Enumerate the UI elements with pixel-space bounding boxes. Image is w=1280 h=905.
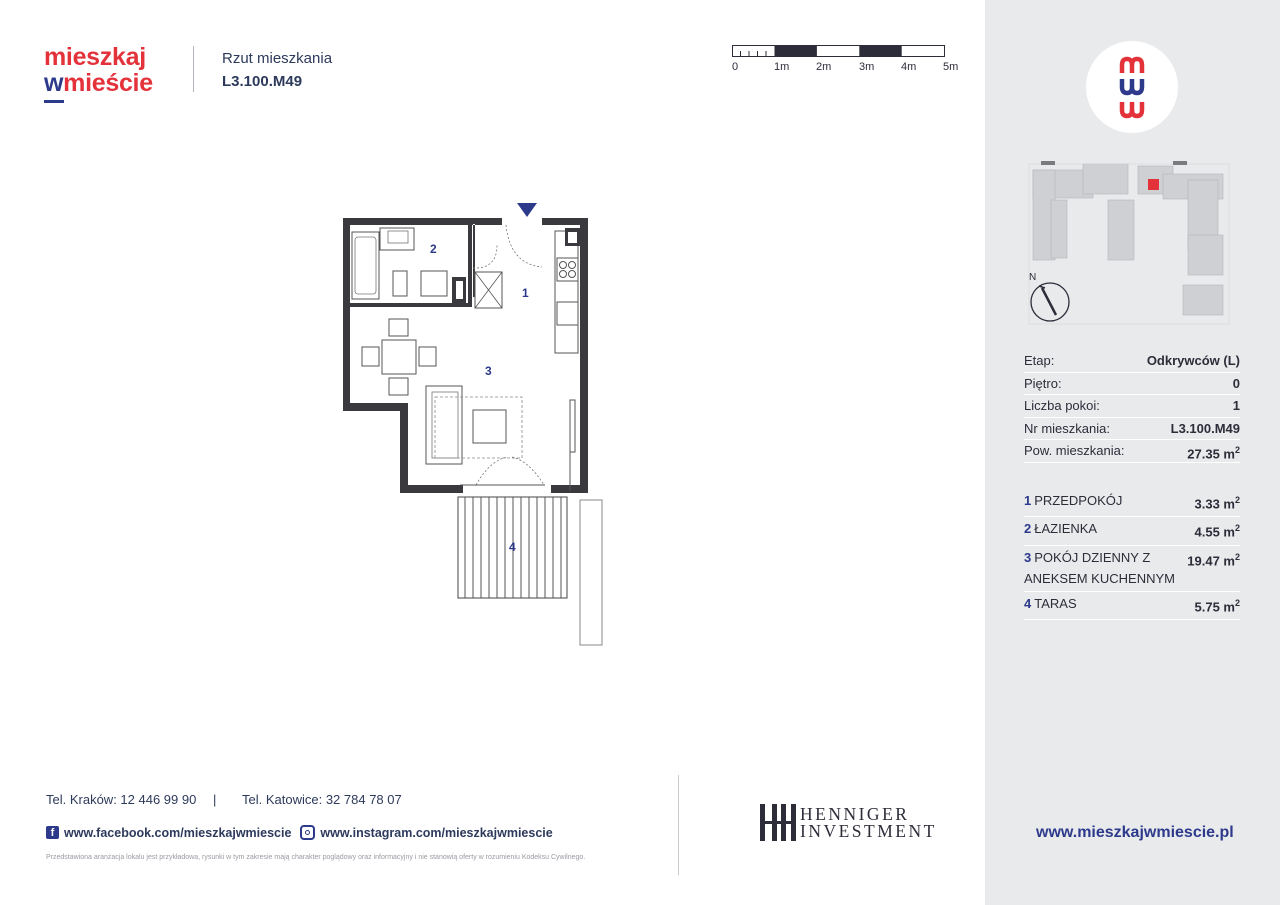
scale-label: 0 — [732, 61, 739, 73]
footer-divider — [678, 775, 679, 875]
room-number-4: 4 — [509, 540, 516, 554]
scale-label: 3m — [859, 61, 875, 73]
side-logo — [1086, 41, 1178, 133]
facebook-icon: f — [46, 826, 59, 839]
terrace-railing — [580, 500, 602, 645]
brand-line1: mieszkaj — [44, 43, 146, 71]
bathroom-door-swing — [473, 245, 497, 268]
instagram-icon — [300, 825, 315, 840]
facebook-link[interactable]: www.facebook.com/mieszkajwmiescie — [64, 825, 292, 840]
detail-row: Liczba pokoi: 1 — [1024, 395, 1240, 418]
chair — [389, 319, 408, 336]
apartment-id: L3.100.M49 — [222, 73, 303, 90]
entrance-marker — [517, 203, 537, 217]
mwm-logo-icon — [1086, 41, 1178, 133]
room-row: 3 POKÓJ DZIENNY Z ANEKSEM KUCHENNYM 19.47 $m^2$ — [1024, 546, 1240, 592]
phone-krakow[interactable]: Tel. Kraków: 12 446 99 90 — [46, 792, 197, 807]
toilet — [393, 271, 407, 296]
bathroom-partition — [350, 303, 472, 307]
plan-subtitle: Rzut mieszkania — [222, 50, 333, 67]
disclaimer: Przedstawiona aranżacja lokalu jest przykładowa, rysunki w tym zakresie mają charakter poglądowy oraz informacyjny i nie stanowią oferty w rozumieniu Kodeksu Cywilnego. — [46, 854, 586, 861]
room-number-1: 1 — [522, 286, 529, 300]
exterior-walls — [343, 218, 588, 493]
balcony-door-swing — [476, 457, 544, 485]
bathroom-wall — [468, 225, 472, 305]
bathtub-inner — [355, 237, 376, 294]
room-row: 2 ŁAZIENKA 4.55 $m^2$ — [1024, 517, 1240, 545]
phone-katowice[interactable]: Tel. Katowice: 32 784 78 07 — [242, 792, 402, 807]
compass-north-label: N — [1029, 272, 1037, 283]
detail-row: Nr mieszkania: L3.100.M49 — [1024, 418, 1240, 441]
chair — [419, 347, 436, 366]
scale-label: 5m — [943, 61, 959, 73]
apartment-details — [1024, 350, 1240, 463]
bathtub — [352, 232, 379, 299]
chair — [362, 347, 379, 366]
washing-machine — [421, 271, 447, 296]
room-number-3: 3 — [485, 364, 492, 378]
room-number-2: 2 — [430, 242, 437, 256]
brand-line2: wmieście — [44, 69, 153, 97]
detail-row: Pow. mieszkania: 27.35 $m^2$ — [1024, 440, 1240, 463]
room-list — [1024, 489, 1240, 620]
shaft-inner — [456, 281, 463, 299]
detail-row: Etap: Odkrywców (L) — [1024, 350, 1240, 373]
henniger-logo-icon — [758, 803, 798, 843]
kitchen-counter — [555, 231, 578, 353]
brand-line2-rest: mieście — [63, 69, 153, 97]
table — [382, 340, 416, 374]
website-link[interactable]: www.mieszkajwmiescie.pl — [1036, 824, 1234, 841]
rug — [435, 397, 522, 458]
detail-row: Piętro: 0 — [1024, 373, 1240, 396]
chair — [389, 378, 408, 395]
site-minimap — [1023, 160, 1233, 330]
floor-plan — [330, 195, 620, 655]
coffee-table — [473, 410, 506, 443]
room-row: 4 TARAS 5.75 $m^2$ — [1024, 592, 1240, 620]
brand-underline — [44, 100, 64, 103]
brand-logo[interactable] — [44, 44, 153, 96]
room-row: 1 PRZEDPOKÓJ 3.33 $m^2$ — [1024, 489, 1240, 517]
scale-label: 1m — [774, 61, 790, 73]
instagram-link[interactable]: www.instagram.com/mieszkajwmiescie — [320, 825, 553, 840]
sofa — [426, 386, 462, 464]
apartment-location-marker — [1148, 179, 1159, 190]
phone-divider: | — [213, 792, 217, 807]
scale-label: 4m — [901, 61, 917, 73]
entrance-door-swing — [506, 225, 542, 267]
scale-bar — [732, 45, 967, 77]
sink — [557, 302, 578, 325]
washbasin-bowl — [388, 231, 408, 243]
header-divider — [193, 46, 194, 92]
scale-label: 2m — [816, 61, 832, 73]
radiator — [570, 400, 575, 452]
cooktop — [557, 258, 578, 281]
company-name: HENNIGER INVESTMENT — [800, 804, 937, 841]
